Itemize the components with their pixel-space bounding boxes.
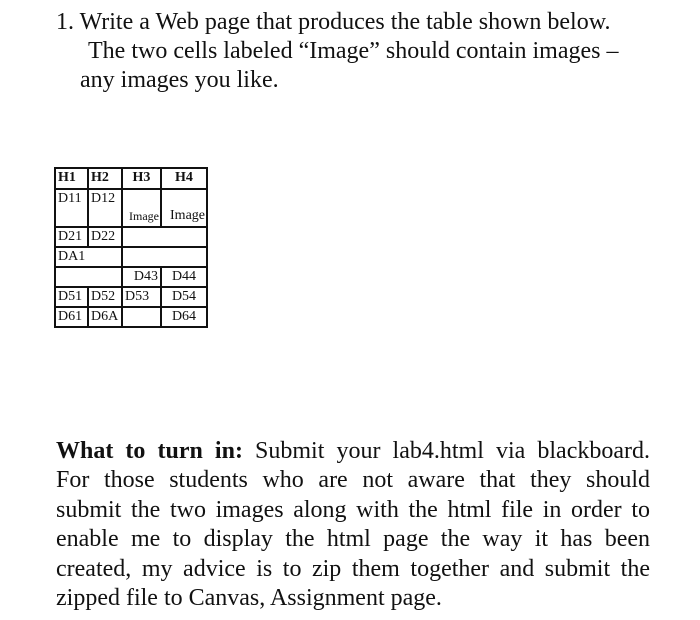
empty-cell (122, 307, 161, 327)
table-cell: D51 (55, 287, 88, 307)
image-cell: Image (122, 189, 161, 227)
turn-in-line: created, my advice is to zip them together and submit the (56, 555, 650, 582)
image-cell: Image (161, 189, 207, 227)
table-cell: DA1 (55, 247, 122, 267)
table-cell: D43 (122, 267, 161, 287)
empty-cell (122, 247, 207, 267)
question-line-3: any images you like. (80, 67, 279, 93)
table-row (55, 189, 207, 227)
table-cell: D54 (161, 287, 207, 307)
empty-cell (122, 227, 207, 247)
turn-in-instructions (56, 437, 650, 613)
turn-in-label: What to turn in: (56, 438, 243, 464)
table-cell: D21 (55, 227, 88, 247)
turn-in-line-1 (56, 437, 650, 466)
sample-table (54, 167, 208, 328)
header-cell: H2 (88, 168, 122, 189)
table-cell: D44 (161, 267, 207, 287)
table-cell: D53 (122, 287, 161, 307)
question-line-1: 1. Write a Web page that produces the table shown below. (56, 9, 611, 35)
table-row (55, 267, 207, 287)
table-row (55, 247, 207, 267)
header-cell: H3 (122, 168, 161, 189)
header-cell: H1 (55, 168, 88, 189)
table-cell: D52 (88, 287, 122, 307)
table-cell: D11 (55, 189, 88, 227)
turn-in-line: submit the two images along with the html file in order to (56, 496, 650, 523)
table-row (55, 307, 207, 327)
question-1 (56, 8, 676, 95)
turn-in-line: enable me to display the html page the way it has been (56, 526, 650, 553)
table-row (55, 287, 207, 307)
question-line-2: The two cells labeled “Image” should contain images – (88, 38, 619, 64)
table-cell: D12 (88, 189, 122, 227)
empty-cell (55, 267, 122, 287)
table-header-row (55, 168, 207, 189)
table-cell: D6A (88, 307, 122, 327)
table-cell: D22 (88, 227, 122, 247)
header-cell: H4 (161, 168, 207, 189)
table-cell: D64 (161, 307, 207, 327)
turn-in-line: For those students who are not aware that they should (56, 467, 650, 494)
table-cell: D61 (55, 307, 88, 327)
turn-in-line: zipped file to Canvas, Assignment page. (56, 585, 442, 612)
turn-in-text: Submit your lab4.html via blackboard. (242, 438, 650, 464)
table-row (55, 227, 207, 247)
